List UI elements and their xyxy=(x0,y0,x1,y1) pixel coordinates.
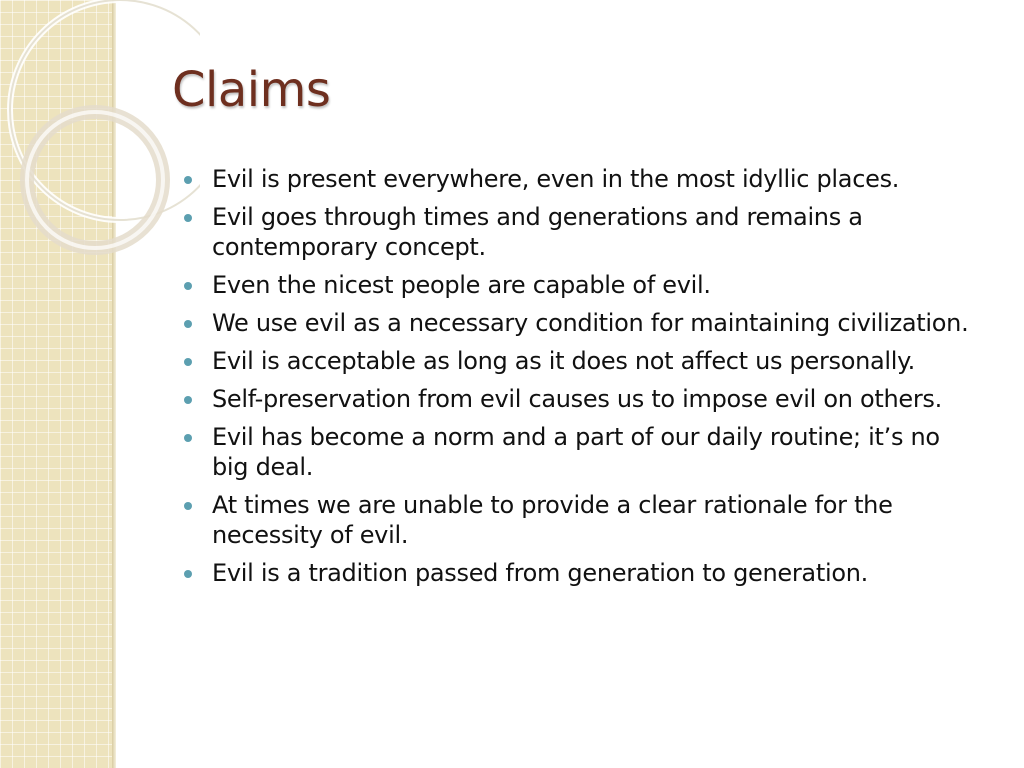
claims-list xyxy=(182,164,982,596)
list-item xyxy=(182,308,982,338)
list-item xyxy=(182,164,982,194)
bullet-text: At times we are unable to provide a clear rationale for the necessity of evil. xyxy=(212,491,893,549)
bullet-dot-icon xyxy=(184,214,192,222)
list-item xyxy=(182,270,982,300)
bullet-text: Evil has become a norm and a part of our daily routine; it’s no big deal. xyxy=(212,423,940,481)
list-item xyxy=(182,346,982,376)
bullet-text: Evil is acceptable as long as it does not affect us personally. xyxy=(212,347,915,375)
list-item xyxy=(182,490,982,550)
list-item xyxy=(182,202,982,262)
bullet-text: Even the nicest people are capable of evil. xyxy=(212,271,711,299)
slide-title: Claims xyxy=(172,62,331,118)
bullet-dot-icon xyxy=(184,502,192,510)
list-item xyxy=(182,384,982,414)
bullet-dot-icon xyxy=(184,570,192,578)
bullet-dot-icon xyxy=(184,282,192,290)
bullet-text: Evil is a tradition passed from generation to generation. xyxy=(212,559,868,587)
bullet-dot-icon xyxy=(184,320,192,328)
bullet-text: Self-preservation from evil causes us to impose evil on others. xyxy=(212,385,942,413)
bullet-text: We use evil as a necessary condition for maintaining civilization. xyxy=(212,309,969,337)
bullet-text: Evil is present everywhere, even in the most idyllic places. xyxy=(212,165,900,193)
decorative-circles-icon xyxy=(0,0,200,300)
bullet-dot-icon xyxy=(184,176,192,184)
bullet-dot-icon xyxy=(184,434,192,442)
bullet-dot-icon xyxy=(184,358,192,366)
bullet-text: Evil goes through times and generations and remains a contemporary concept. xyxy=(212,203,863,261)
bullet-dot-icon xyxy=(184,396,192,404)
list-item xyxy=(182,558,982,588)
list-item xyxy=(182,422,982,482)
